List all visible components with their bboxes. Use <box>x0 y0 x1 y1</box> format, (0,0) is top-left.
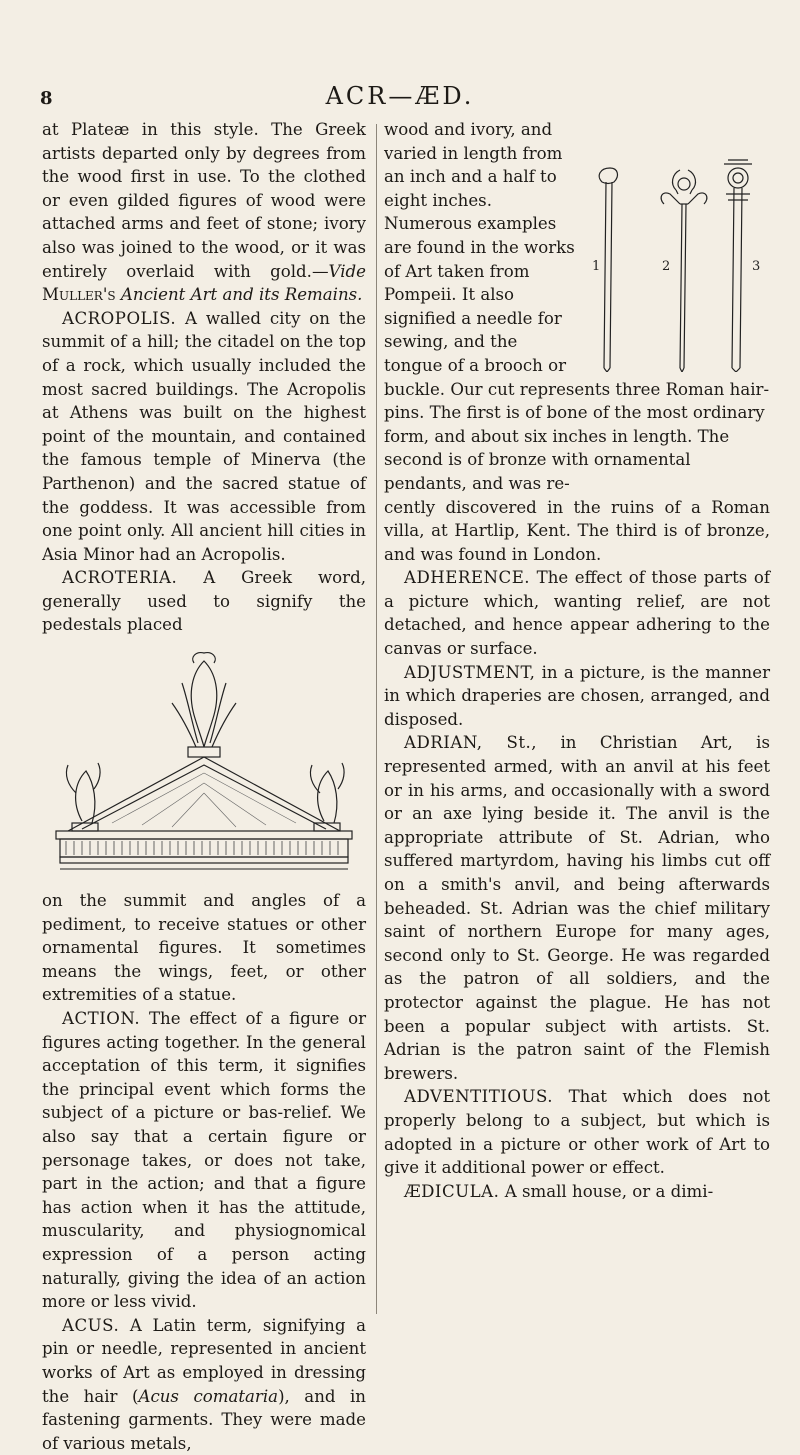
entry-acrolithes-continued: at Plateæ in this style. The Greek artists departed only by degrees from the wood first in use. To the clothed or even gilded figures of wood were attached arms and feet of stone; ivory also was joined to the wood, or it was entirely overlaid with gold.—Vide Muller's Ancient Art and its Remains. <box>42 120 366 305</box>
pin-label-2: 2 <box>662 259 671 274</box>
running-title: ACR—ÆD. <box>325 82 475 110</box>
entry-acus: ACUS. A Latin term, signifying a pin or needle, represented in ancient works of Art as employed in dressing the hair (Acus comataria), and in fastening garments. They were made of various metals, <box>42 1315 366 1453</box>
pin-label-3: 3 <box>752 259 761 274</box>
entry-heading: ADRIAN, St., <box>404 733 538 753</box>
entry-heading: ACUS. <box>62 1315 120 1335</box>
entry-adventitious: ADVENTITIOUS. That which does not properly belong to a subject, but which is adopted in a picture or other work of Art to give it additional power or effect. <box>384 1087 770 1178</box>
entry-acropolis: ACROPOLIS. A walled city on the summit of a hill; the citadel on the top of a rock, which usually included the most sacred buildings. The Acropolis at Athens was built on the highest point of the mountain, and contained the famous temple of Minerva (the Parthenon) and the sacred statue of the goddess. It was accessible from one point only. All ancient hill cities in Asia Minor had an Acropolis. <box>42 308 366 564</box>
entry-adjustment: ADJUSTMENT, in a picture, is the manner in which draperies are chosen, arranged, and disposed. <box>384 662 770 729</box>
column-divider <box>376 124 377 1314</box>
entry-heading: ÆDICULA. <box>404 1181 500 1201</box>
vide-ref: Vide <box>328 261 366 281</box>
author-name: Muller's <box>42 285 116 305</box>
entry-acus-continued: wood and ivory, and varied in length from an inch and a half to eight inches. Numerous examples are found in the works of Art taken from Pompeii. It also signified a needle for sewing, and the tongue of a brooch or buckle. Our cut represents three Roman hair-pins. The first is of bone of the most ordinary form, and about six inches in length. The second is of bronze with ornamental pendants, and was re- <box>384 120 770 493</box>
latin-term: Acus comataria <box>138 1386 279 1406</box>
entry-heading: ADVENTITIOUS. <box>404 1087 553 1107</box>
entry-aedicula: ÆDICULA. A small house, or a dimi- <box>404 1181 714 1201</box>
entry-heading: ACTION. <box>62 1009 141 1029</box>
pin-label-1: 1 <box>592 259 601 274</box>
entry-heading: ADHERENCE. <box>404 568 531 588</box>
entry-heading: ADJUSTMENT, <box>404 662 536 682</box>
entry-adrian: ADRIAN, St., in Christian Art, is represented armed, with an anvil at his feet or in his arms, and occasionally with a sword or an axe lying beside it. The anvil is the appropriate attribute of St. Adrian, who suffered martyrdom, having his limbs cut off on a smith's anvil, and being afterwards beheaded. St. Adrian was the chief military saint of northern Europe for many ages, second only to St. George. He was regarded as the patron of all soldiers, and the protector against the plague. He has not been a popular subject with artists. St. Adrian is the patron saint of the Flemish brewers. <box>384 733 770 1083</box>
work-title: Ancient Art and its Remains. <box>120 285 363 305</box>
entry-adherence: ADHERENCE. The effect of those parts of a picture which, wanting relief, are not detached, and hence appear adhering to the canvas or surface. <box>384 568 770 659</box>
entry-heading: ACROPOLIS. <box>62 308 177 328</box>
entry-action: ACTION. The effect of a figure or figures acting together. In the general acceptation of this term, it signifies the principal event which forms the subject of a picture or bas-relief. We also say that a certain figure or personage takes, or does not take, part in the action; and that a figure has action when it has the attitude, muscularity, and physiognomical expression of a person acting naturally, giving the idea of an action more or less vivid. <box>42 1009 367 1312</box>
entry-heading: ACROTERIA. <box>62 568 178 588</box>
pediment-acroteria-illustration <box>42 643 366 879</box>
left-column <box>42 118 366 1455</box>
right-column <box>384 118 770 1203</box>
entry-acroteria-continued: on the summit and angles of a pediment, to receive statues or other ornamental figures. It sometimes means the wings, feet, or other extremities of a statue. <box>42 891 366 1005</box>
page-number: 8 <box>40 88 53 109</box>
entry-acroteria: ACROTERIA. A Greek word, generally used to signify the pedestals placed <box>42 568 366 635</box>
hair-pins-illustration <box>584 154 770 372</box>
entry-acus-continued-2: cently discovered in the ruins of a Roman villa, at Hartlip, Kent. The third is of bronze, and was found in London. <box>384 497 770 564</box>
